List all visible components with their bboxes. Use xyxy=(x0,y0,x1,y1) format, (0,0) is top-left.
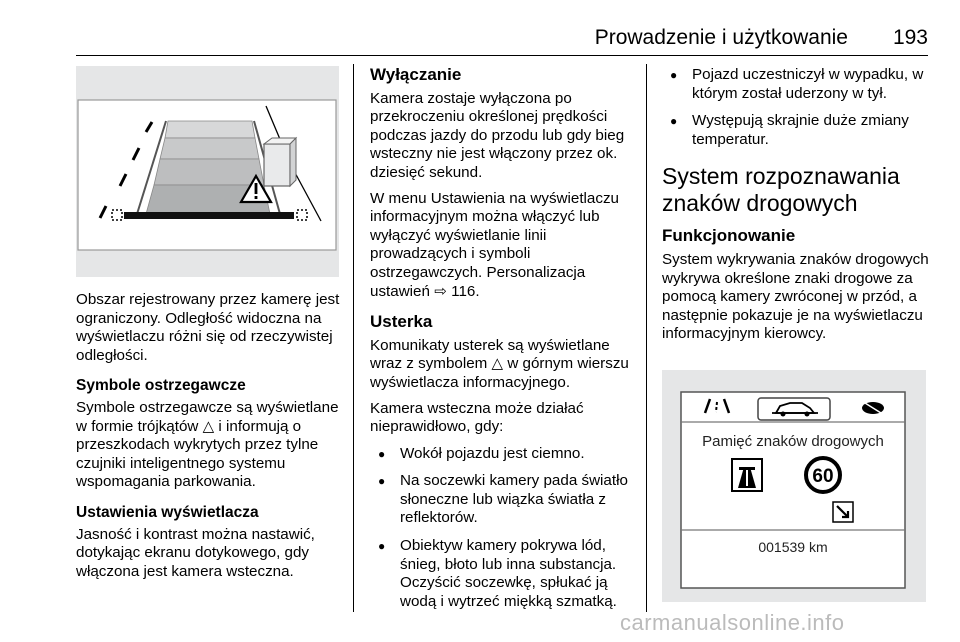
fault-heading: Usterka xyxy=(370,312,433,332)
switch-off-heading: Wyłączanie xyxy=(370,65,462,84)
sign-recognition-icon xyxy=(862,402,884,414)
car-tab xyxy=(758,398,830,420)
watermark: carmanualsonline.info xyxy=(620,610,845,635)
warning-symbols-text: Symbole ostrzegawcze są wyświetlane w formie trójkątów △ i informują o przeszkodach wykrytych przez tylne czujniki inteligentnego systemu wspomagania parkowania. xyxy=(76,398,339,491)
fault-conditions-list xyxy=(370,445,638,612)
list-item: ● Obiektyw kamery pokrywa lód, śnieg, błoto lub inna substancja. Oczyścić soczewkę, spłukać ją wodą i wytrzeć miękką szmatką. xyxy=(370,537,638,611)
list-item: ● Występują skrajnie duże zmiany temperatur. xyxy=(662,112,932,149)
middle-column xyxy=(370,66,638,620)
arrow-down-right-icon xyxy=(833,502,853,522)
traffic-sign-figure xyxy=(662,370,926,602)
rear-camera-illustration xyxy=(76,66,339,277)
fault-text-2: Kamera wsteczna może działać nieprawidłowo, gdy: xyxy=(370,399,584,436)
speed-limit-value: 60 xyxy=(812,466,834,487)
motorway-sign-icon xyxy=(732,459,762,491)
page-ref-arrow-icon: ⇨ xyxy=(434,282,447,300)
list-item: ● Pojazd uczestniczył w wypadku, w którym został uderzony w tył. xyxy=(662,66,932,103)
switch-off-text: Kamera zostaje wyłączona po przekroczeniu określonej prędkości podczas jazdy do przodu lub gdy bieg wsteczny nie jest włączony przez ok. dziesięć sekund. xyxy=(370,89,625,181)
display-settings-heading: Ustawienia wyświetlacza xyxy=(76,503,259,521)
column-divider-1 xyxy=(353,64,354,612)
right-column xyxy=(662,66,932,356)
header-rule xyxy=(76,55,928,56)
list-item: ● Wokół pojazdu jest ciemno. xyxy=(370,445,638,464)
warning-triangle-icon: △ xyxy=(202,417,215,435)
list-item: ● Na soczewki kamery pada światło słoneczne lub wiązka światła z reflektorów. xyxy=(370,472,638,528)
section-title: System rozpoznawania znaków drogowych xyxy=(662,163,900,217)
display-title: Pamięć znaków drogowych xyxy=(702,433,884,450)
settings-menu-text: W menu Ustawienia na wyświetlaczu informacyjnym można włączyć lub wyłączyć wyświetlanie linii prowadzących i symboli ostrzegawczych. Personalizacja ustawień ⇨ 116. xyxy=(370,189,619,300)
page-number: 193 xyxy=(892,26,928,49)
warning-triangle-icon: △ xyxy=(491,355,504,373)
fault-text-1: Komunikaty usterek są wyświetlane wraz z symbolem △ w górnym wierszu wyświetlacza informacyjnego. xyxy=(370,336,629,391)
warning-symbols-heading: Symbole ostrzegawcze xyxy=(76,377,246,395)
page-reference: 116. xyxy=(451,282,480,300)
fault-conditions-list-continued xyxy=(662,66,932,149)
traffic-sign-display xyxy=(662,370,926,602)
function-text: System wykrywania znaków drogowych wykrywa określone znaki drogowe za pomocą kamery zwróconej w przód, a następnie pokazuje je na wyświetlaczu informacyjnym kierowcy. xyxy=(662,250,929,343)
rear-camera-figure xyxy=(76,66,339,277)
column-divider-2 xyxy=(646,64,647,612)
page-header xyxy=(0,0,960,58)
function-heading: Funkcjonowanie xyxy=(662,226,796,246)
page-title: Prowadzenie i użytkowanie xyxy=(594,26,848,49)
odometer: 001539 km xyxy=(758,539,828,555)
figure-caption: Obszar rejestrowany przez kamerę jest ograniczony. Odległość widoczna na wyświetlaczu różni się od rzeczywistej odległości. xyxy=(76,291,340,364)
display-settings-text: Jasność i kontrast można nastawić, dotykając ekranu dotykowego, gdy włączona jest kamera wsteczna. xyxy=(76,525,315,580)
left-column xyxy=(76,291,348,593)
